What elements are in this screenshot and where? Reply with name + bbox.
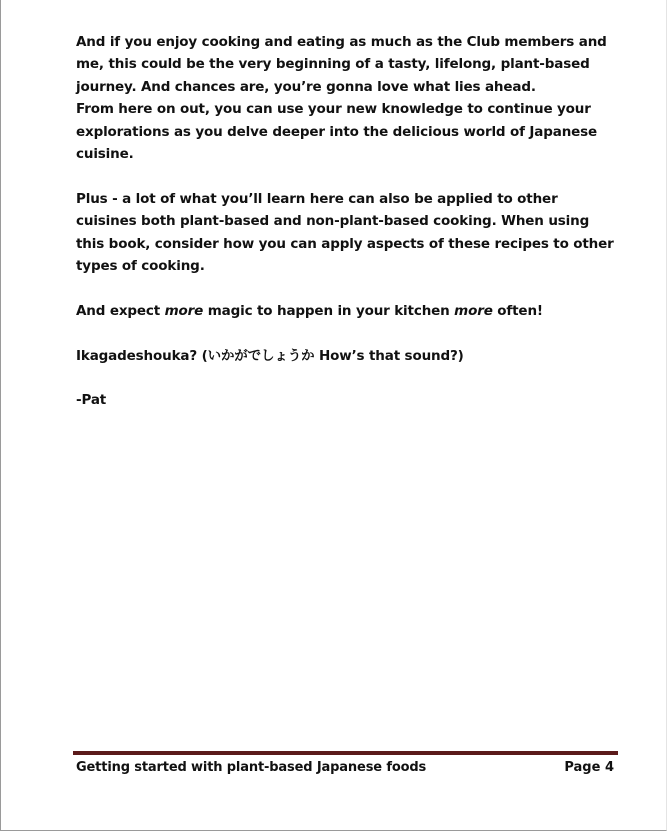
footer-title: Getting started with plant-based Japanese foods [76, 760, 427, 775]
page-number: Page 4 [564, 760, 614, 775]
footer-divider [73, 751, 618, 755]
emphasis-more-1: more [164, 302, 204, 319]
paragraph-ikagadeshouka: Ikagadeshouka? (いかがでしょうか How’s that sound?) [76, 347, 464, 364]
emphasis-more-2: more [454, 302, 493, 319]
paragraph-explorations: From here on out, you can use your new knowledge to continue your explorations as you delve deeper into the delicious world of Japanese cuisine. [76, 101, 598, 163]
magic-text-2: magic to happen in your kitchen [203, 302, 455, 319]
paragraph-expect-magic [76, 300, 621, 322]
paragraph-closing-journey: And if you enjoy cooking and eating as much as the Club members and me, this could be the very beginning of a tasty, lifelong, plant-based journey. And chances are, you’re gonna love what lies ahead. [76, 34, 607, 95]
page-body [76, 31, 621, 434]
paragraph-other-cuisines: Plus - a lot of what you’ll learn here can also be applied to other cuisines both plant-based and non-plant-based cooking. When using this book, consider how you can apply aspects of these recipes to other types of cooking. [76, 190, 614, 275]
signature-pat: -Pat [76, 392, 107, 409]
magic-text-1: And expect [76, 302, 165, 319]
magic-text-3: often! [492, 302, 543, 319]
